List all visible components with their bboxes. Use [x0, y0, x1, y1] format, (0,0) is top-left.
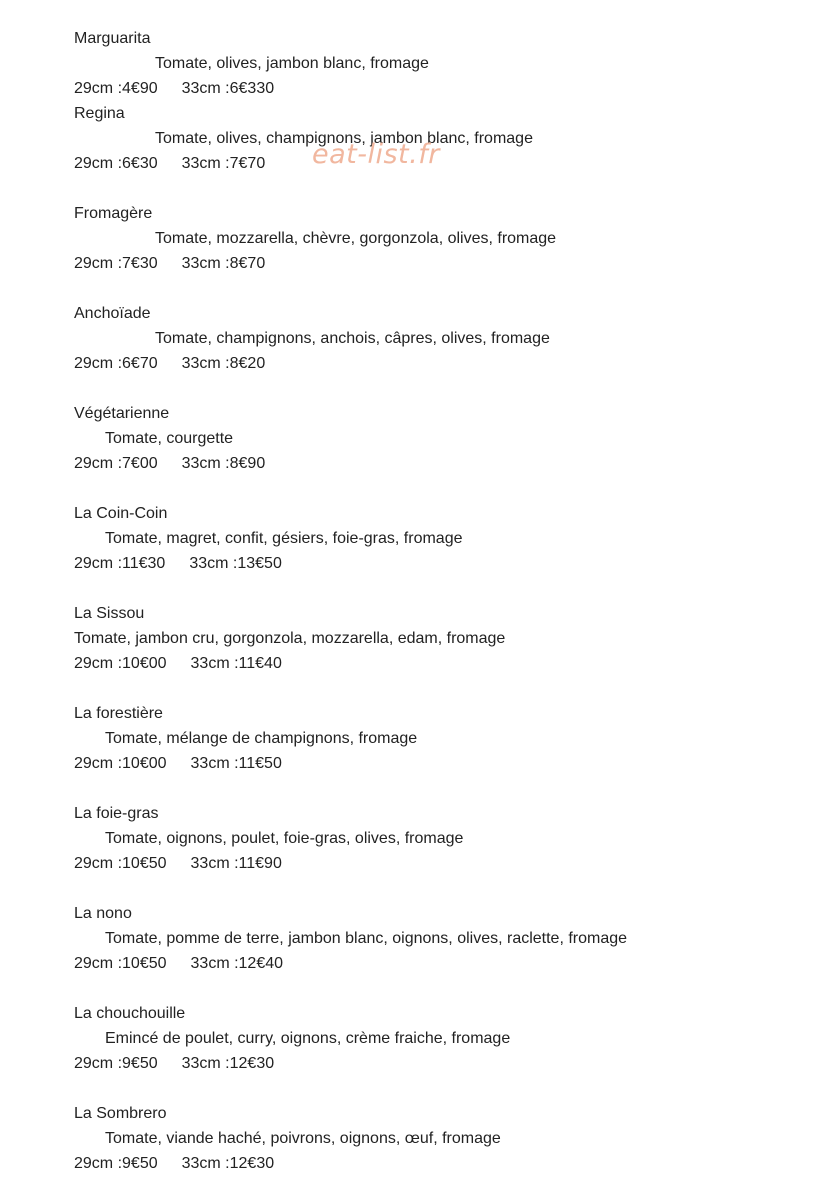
price-33cm: 33cm :11€40: [190, 655, 282, 672]
pizza-name: Fromagère: [74, 205, 153, 222]
pizza-name: La foie-gras: [74, 805, 159, 822]
menu-item: [74, 501, 794, 576]
pizza-prices: [74, 351, 794, 376]
menu-item: [74, 701, 794, 776]
price-29cm: 29cm :11€30: [74, 555, 166, 572]
pizza-prices: [74, 1051, 794, 1076]
pizza-name: Regina: [74, 105, 125, 122]
pizza-name: La Sombrero: [74, 1105, 167, 1122]
menu-item: [74, 1001, 794, 1076]
price-33cm: 33cm :8€70: [181, 255, 266, 272]
pizza-prices: [74, 151, 794, 176]
pizza-prices: [74, 76, 794, 101]
pizza-ingredients: Tomate, pomme de terre, jambon blanc, oignons, olives, raclette, fromage: [105, 930, 628, 947]
price-29cm: 29cm :6€70: [74, 355, 158, 372]
pizza-name: La forestière: [74, 705, 163, 722]
pizza-ingredients: Tomate, viande haché, poivrons, oignons, œuf, fromage: [105, 1130, 501, 1147]
price-33cm: 33cm :8€20: [181, 355, 266, 372]
price-33cm: 33cm :13€50: [189, 555, 282, 572]
pizza-prices: [74, 451, 794, 476]
price-33cm: 33cm :11€90: [190, 855, 282, 872]
pizza-name: Végétarienne: [74, 405, 170, 422]
price-33cm: 33cm :11€50: [190, 755, 282, 772]
price-29cm: 29cm :9€50: [74, 1055, 158, 1072]
pizza-prices: [74, 651, 794, 676]
pizza-prices: [74, 851, 794, 876]
price-29cm: 29cm :9€50: [74, 1155, 158, 1172]
pizza-ingredients: Tomate, courgette: [105, 430, 234, 447]
price-33cm: 33cm :8€90: [181, 455, 266, 472]
price-29cm: 29cm :10€50: [74, 855, 167, 872]
menu-item: [74, 801, 794, 876]
price-29cm: 29cm :6€30: [74, 155, 158, 172]
price-29cm: 29cm :7€30: [74, 255, 158, 272]
menu-item: [74, 901, 794, 976]
pizza-ingredients: Tomate, olives, jambon blanc, fromage: [155, 55, 429, 72]
price-33cm: 33cm :6€330: [181, 80, 275, 97]
pizza-ingredients: Tomate, olives, champignons, jambon blanc, fromage: [155, 130, 533, 147]
menu-item: [74, 301, 794, 376]
pizza-name: La nono: [74, 905, 132, 922]
menu-item: [74, 1101, 794, 1176]
pizza-prices: [74, 1151, 794, 1176]
price-29cm: 29cm :7€00: [74, 455, 158, 472]
pizza-ingredients: Tomate, magret, confit, gésiers, foie-gras, fromage: [105, 530, 463, 547]
price-29cm: 29cm :10€00: [74, 755, 167, 772]
watermark-text: eat-list.fr: [312, 139, 440, 170]
pizza-ingredients: Emincé de poulet, curry, oignons, crème fraiche, fromage: [105, 1030, 511, 1047]
menu-item: [74, 26, 794, 101]
price-29cm: 29cm :4€90: [74, 80, 158, 97]
pizza-name: Marguarita: [74, 30, 151, 47]
menu-item: [74, 101, 794, 176]
pizza-prices: [74, 551, 794, 576]
pizza-ingredients: Tomate, mozzarella, chèvre, gorgonzola, olives, fromage: [155, 230, 557, 247]
menu-item: [74, 601, 794, 676]
pizza-ingredients: Tomate, oignons, poulet, foie-gras, olives, fromage: [105, 830, 464, 847]
pizza-name: La Coin-Coin: [74, 505, 168, 522]
price-29cm: 29cm :10€00: [74, 655, 167, 672]
pizza-name: La chouchouille: [74, 1005, 186, 1022]
pizza-ingredients: Tomate, mélange de champignons, fromage: [105, 730, 418, 747]
price-33cm: 33cm :12€30: [181, 1055, 275, 1072]
pizza-prices: [74, 751, 794, 776]
pizza-ingredients: Tomate, champignons, anchois, câpres, olives, fromage: [155, 330, 550, 347]
pizza-prices: [74, 951, 794, 976]
price-33cm: 33cm :12€30: [181, 1155, 275, 1172]
pizza-ingredients: Tomate, jambon cru, gorgonzola, mozzarella, edam, fromage: [74, 630, 506, 647]
price-33cm: 33cm :12€40: [190, 955, 284, 972]
menu-item: [74, 201, 794, 276]
price-33cm: 33cm :7€70: [181, 155, 266, 172]
pizza-prices: [74, 251, 794, 276]
pizza-name: Anchoïade: [74, 305, 151, 322]
menu-item: [74, 401, 794, 476]
pizza-name: La Sissou: [74, 605, 145, 622]
price-29cm: 29cm :10€50: [74, 955, 167, 972]
